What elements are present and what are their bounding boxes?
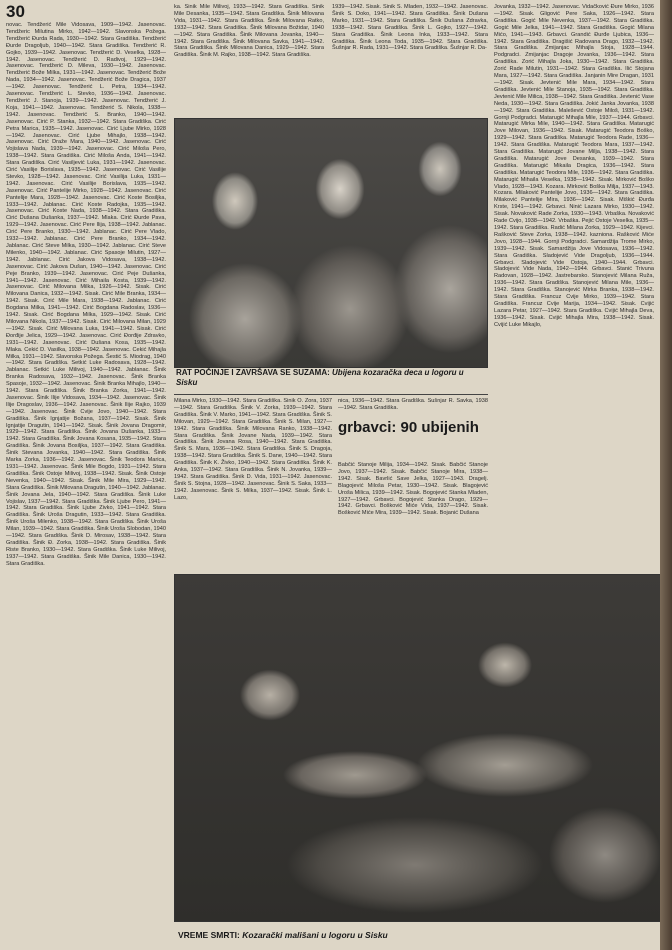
column-left-text: novac. Tendžerić Mile Vidosava, 1909—1942. Jasenovac. Tendžeric Milutina Mirko, 1942—1942. Slavonska Požega. Tendžerić Đurda Rada, 1930—1942. Stara Gradiška. Tendžerić Đurde Dragoljub, 1940—1942. Stara Gradiška. Tendžerić R. Gojko, 1939—1942. Jasenovac. Tendžerić D. Veselka, 1928—1942. Jasenovac. Tendžerić D. Radivoj, 1929—1942. Jasenovac. Tendžerić D. Mileva, 1930—1942. Jasenovac. Tendžerić Bože Milka, 1931—1942. Jasenovac. Tendžerić Bože Nada, 1934—1942. Jasenovac. Tendžerić Bože Dragica, 1937—1942. Jasenovac. Tendžerić L. Petra, 1934—1942. Jasenovac. Tendžerić L. Stevko, 1936—1942. Jasenovac. Tendžerić J. Stanoja, 1939—1942. Jasenovac. Tendžerić J. Koja, 1941—1942. Jasenovac. Tendžerić S. Nikola, 1938—1942. Jasenovac. Tendžerić S. Branko, 1940—1942. Jasenovac. Cirić P. Stanka, 1932—1942. Stara Gradiška. Cirić Petra Marica, 1935—1942. Jasenovac. Cirić Ljube Mirko, 1928—1942. Jasenovac. Cirić Ljube Mihajlo, 1938—1942. Jasenovac. Cirić Draže Mara, 1940—1942. Jasenovac. Cirić Vojislava Nada, 1939—1942. Jasenovac. Cirić Miloša Pero, 1938—1942. Stara Gradiška. Cirić Miloša Anda, 1941—1942. Stara Gradiška. Cirić Vasiljević Luka, 1931—1942. Jasenovac. Cirić Vasilije Borislava, 1935—1942. Jasenovac. Cirić Vasilije Stevko, 1928—1942. Jasenovac. Cirić Vasilija Luka, 1931—1942. Jasenovac. Cirić Vasilije Borislava, 1935—1942. Jasenovac. Cirić Pantelije Mirko, 1928—1942. Jasenovac. Cirić Pantelije Mara, 1928—1942. Jasenovac. Cirić Koste Bosiljka, 1933—1942. Jablanac. Cirić Koste Radojka, 1935—1942. Jasenovac. Cirić Koste Nada, 1938—1942. Stara Gradiška. Cirić Dušana Dušanka, 1937—1942. Mlaka. Cirić Đurde Pava, 1929—1942. Jasenovac. Cirić Pere Ilija, 1938—1942. Jablanac. Cirić Pere Branko, 1930—1942. Jablanac. Cirić Pere Vlado, 1932—1942. Jablanac. Cirić Pere Branko, 1934—1942. Jablanac. Cirić Steve Milka, 1930—1942. Jablanac. Cirić Steve Milenko, 1940—1942. Jablanac. Cirić Spasoje Milutin, 1927—1942. Jablanac. Cirić Jakova Vidosava, 1938—1942. Jasenovac. Cirić Jakova Dušan, 1940—1942. Jasenovac. Cirić Peje Branko, 1939—1942. Jasenovac. Cirić Peje Dušanka, 1941—1942. Jasenovac. Cirić Mihaila Kosta, 1939—1942. Jasenovac. Cirić Milovana Milka, 1926—1942. Sisak. Cirić Milovana Danica, 1932—1942. Sisak. Cirić Mile Branka, 1934—1942. Sisak. Cirić Mile Mara, 1938—1942. Jablanac. Cirić Bogdana Milka, 1941—1942. Cirić Bogdana Radoslav, 1936—1942. Sisak. Cirić Bogdana Milka, 1929—1942. Sisak. Cirić Milovana Nikola, 1937—1942. Sisak. Cirić Milovana Milan, 1929—1942. Sisak. Cirić Milovana Luka, 1941—1942. Sisak. Cirić Đorđije Jelica, 1929—1942. Jasenovac. Cirić Đorđije Zdravko, 1931—1942. Jasenovac. Cirić Dušana Kosa, 1935—1942. Mlaka. Cekić D. Vasilka, 1938—1942. Jasenovac. Cekić Mihajla Milka, 1931—1942. Slavonska Požega. Šestić S. Miodrag, 1940—1942. Stara Gradiška. Setkić Luke Radosava, 1928—1942. Jablanac. Setkić Luke Milivoj, 1940—1942. Jablanac. Šinik Branka Radosava, 1932—1942. Jasenovac. Šinik Branka Spasoje, 1932—1942. Jasenovac. Šinik Branka Mihajlo, 1940—1942. Stara Gradiška. Šinik Branka Zorka, 1941—1942. Jasenovac. Šinik Ilije Vidosava, 1934—1942. Jasenovac. Šinik Ilije Dragoslav, 1936—1942. Jasenovac. Šinik Ilije Rajko, 1939—1942. Jasenovac. Šinik Cvije Jovo, 1940—1942. Stara Gradiška. Šinik Ignjatije Božana, 1937—1942. Sisak. Šinik Ignjatije Dragutin, 1941—1942. Sisak. Šinik Jovana Dragomir, 1929—1942. Stara Gradiška. Šinik Jovana Dušanka, 1933—1942. Stara Gradiška. Šinik Jovana Kosana, 1935—1942. Stara Gradiška. Šinik Jovana Bosiljka, 1937—1942. Stara Gradiška. Šinik Stevana Jovanka, 1940—1942. Stara Gradiška. Šinik Marka Zorka, 1936—1942. Jasenovac. Šinik Teodora Marica, 1931—1942. Jasenovac. Šinik Mile Bogdo, 1931—1942. Stara Gradiška. Šinik Ostoje Milivoj, 1938—1942. Sisak. Šinik Ostoje Nevenka, 1940—1942. Sisak. Šinik Mile Mira, 1929—1942. Stara Gradiška. Šinik Milovana Dragutin, 1940—1942. Jablanac. Šinik Jovana Jela, 1940—1942. Stara Gradiška. Šinik Luke Vojislav, 1937—1942. Stara Gradiška. Šinik Ljube Pero, 1941—1942. Stara Gradiška. Šinik Ljube Zivko, 1941—1942. Stara Gradiška. Šinik Uroša Dragutin, 1933—1942. Stara Gradiška. Šinik Uroša Milenko, 1938—1942. Stara Gradiška. Šinik Uroša Milan, 1939—1942. Stara Gradiška. Šinik Uroša Slobodan, 1940—1942. Stara Gradiška. Šinik D. Mirosav, 1938—1942. Stara Gradiška. Šinik Đ. Zorka, 1938—1942. Stara Gradiška. Šinik Riste Branko, 1930—1942. Stara Gradiška. Šinik Luke Milivoj, 1937—1942. Stara Gradiška. Šinik Mile Danica, 1930—1942. Stara Gradiška. xyxy=(6,22,166,567)
caption-top-text: Ubijena kozaračka deca u logoru u Sisku xyxy=(176,368,464,387)
caption-top xyxy=(176,368,486,388)
page-number: 30 xyxy=(6,2,25,21)
column-mid-c-text: Babčić Stanoje Milija, 1934—1942. Sisak. Babčić Stanoje Jovo, 1937—1942. Sisak. Babčić Stanoje Mira, 1938—1942. Sisak. Bavrlić Save Jelka, 1927—1943. Dragelj. Blagojević Miloša Petar, 1930—1942. Sisak. Blagojević Uroša Milica, 1939—1942. Sisak. Bogojević Stanka Mladen, 1927—1942. Grbavci. Bogojević Stanka Drago, 1929—1942. Grbavci. Bošković Miće Vida, 1937—1942. Sisak. Bošković Miće Mira, 1939—1942. Sisak. Bojanić Dušana xyxy=(338,462,488,517)
caption-top-lead: RAT POČINJE I ZAVRŠAVA SE SUZAMA: xyxy=(176,368,330,377)
column-mid-top-a-text: ka. Šinik Mile Milivoj, 1933—1942. Stara Gradiška. Šinik Mile Desanka, 1935—1942. Stara Gradiška. Šinik Milovana Vida, 1931—1942. Stara Gradiška. Šinik Milovana Ratko, 1932—1942. Stara Gradiška. Šinik Milovana Božidar, 1940—1942. Stara Gradiška. Šinik Milovana Jovanka, 1940—1942. Stara Gradiška. Šinik Milovana Savka, 1941—1942. Stara Gradiška. Šinik Milovana Danica, 1929—1942. Stara Gradiška. Šinik M. Rajko, 1938—1942. Stara Gradiška. xyxy=(174,4,324,59)
column-mid-b xyxy=(338,398,488,412)
column-right-text: Jovanka, 1932—1942. Jasenovac. Vidačković Đure Mirko, 1936—1942. Sisak. Gligović Pere Saka, 1926—1942. Stara Gradiška. Gogić Mile Nevenka, 1937—1942. Stara Gradiška. Gogić Mile Jelka, 1941—1942. Stara Gradiška. Gogić Milana Mićo, 1941—1943. Grbavci. Grandić Đurđe Ljubica, 1936—1942. Stara Gradiška. Dragišić Radovana Drago, 1932—1942. Stara Gradiška. Zmijanjac Mihajla Stoja, 1928—1944. Podgradci. Zmijanjac Dragoje Jovanka, 1936—1942. Stara Gradiška. Zorić Mihajla Joka, 1930—1942. Stara Gradiška. Zorić Rade Milutin, 1931—1942. Stara Gradiška. Ilić Stojana Mara, 1927—1942. Stara Gradiška. Janjanin Mire Dragan, 1931—1942. Sisak. Jevtenić Mile Mara, 1934—1942. Stara Gradiška. Jevtenić Mile Stanoja, 1935—1942. Stara Gradiška. Jevtenić Mile Milica, 1938—1942. Stara Gradiška. Jevtenić Vase Neda, 1930—1942. Stara Gradiška. Jokić Janka Jovanka, 1938—1942. Stara Gradiška. Malešević Ostoje Miloš, 1931—1942. Gornji Podgradci. Matarugić Mihajla Mile, 1937—1944. Grbavci. Matarugić Mirka Mile, 1940—1942. Stara Gradiška. Matarugić Jove Milovan, 1936—1942. Sisak. Matarugić Teodora Boško, 1929—1942. Stara Gradiška. Matarugić Teodora Rade, 1936—1942. Stara Gradiška. Matarugić Teodora Mara, 1937—1942. Stara Gradiška. Matarugić Jovane Milja, 1938—1942. Stara Gradiška. Matarugić Jove Desanka, 1939—1942. Stara Gradiška. Matarugić Mikaila Dragica, 1936—1942. Stara Gradiška. Matarugić Teodora Mile, 1936—1942. Stara Gradiška. Matarugić Mihaila Veselka, 1938—1942. Sisak. Mirković Boško Vlado, 1928—1943. Kozara. Mirković Boška Milja, 1937—1943. Kozara. Milaković Pantelije Jovo, 1936—1942. Stara Gradiška. Milaković Pantelije Mira, 1936—1942. Sisak. Miškić Đurđa Krste, 1941—1942. Grbavci. Ninić Lazara Mirko, 1930—1942. Sisak. Novaković Rade Zorka, 1930—1943. Vrbaška. Novaković Rade Cvijo, 1938—1942. Vrbaška. Pejić Ostoje Veselka, 1935—1942. Stara Gradiška. Radić Milana Zorka, 1929—1942. Kijevci. Rašković Steve Zorka, 1938—1942. kaznionа. Rašković Miće Jovo, 1928—1944. Gornji Podgradci. Samardžija Trome Mirko, 1939—1942. Sisak. Samardžija Jove Vidosava, 1936—1942. Stara Gradiška. Sladojević Vide Dragoljub, 1936—1944. Grbavci. Sladojević Vide Ostoja, 1940—1944. Grbavci. Sladojević Vide Nada, 1942—1944. Grbavci. Stanić Trivuna Radovan, 1928—1942. Jastrebarsko. Stanojević Milana Ruža, 1936—1942. Stara Gradiška. Stanojević Milana Mile, 1936—1942. Stara Gradiška. Stanojević Mirka Branka, 1938—1942. Stara Gradiška. Francuz Cvije Mirko, 1939—1942. Stara Gradiška. Francuz Cvije Marija, 1934—1942. Sisak. Cvijić Lazara Petar, 1927—1942. Stara Gradiška. Cvijić Mihajla Deva, 1936—1942. Sisak. Cvijić Mihajla Mira, 1938—1942. Sisak. Cvijić Luke Mikajlo, xyxy=(494,4,654,328)
column-left xyxy=(6,22,166,946)
column-mid-a-text: Milana Mirko, 1930—1942. Stara Gradiška. Šinik O. Zora, 1937—1942. Stara Gradiška. Šinik V. Zorka, 1939—1942. Stara Gradiška. Šinik V. Marko, 1941—1942. Stara Gradiška. Šinik S. Milovan, 1929—1942. Stara Gradiška. Šinik S. Milan, 1927—1942. Stara Gradiška. Šinik Milovana Ranko, 1938—1942. Stara Gradiška. Šinik Jovane Nada, 1939—1942. Stara Gradiška. Šinik Jovana Rosa, 1940—1942. Stara Gradiška. Šinik S. Mara, 1936—1942. Stara Gradiška. Šinik S. Dragoja, 1938—1942. Stara Gradiška. Šinik S. Dane, 1940—1942. Stara Gradiška. Šinik K. Živko, 1940—1942. Stara Gradiška. Šinik K. Anka, 1937—1942. Stara Gradiška. Šinik N. Jovanka, 1939—1942. Stara Gradiška. Šinik D. Vida, 1931—1942. Jasenovac. Šinik S. Stojna, 1928—1942. Jasenovac. Šinik S. Saka, 1933—1942. Jasenovac. Šinik S. Milka, 1937—1942. Sisak. Šinik L. Lazo, xyxy=(174,398,332,501)
divider-mid xyxy=(174,394,488,395)
photo-children-camp xyxy=(174,574,660,922)
column-mid-a xyxy=(174,398,332,568)
column-mid-b-text: nica, 1936—1942. Stara Gradiška. Šušnjar R. Savka, 1938—1942. Stara Gradiška. xyxy=(338,398,488,411)
column-right xyxy=(494,4,654,570)
column-mid-top-b xyxy=(332,4,488,114)
caption-bottom-lead: VREME SMRTI: xyxy=(178,930,240,940)
column-mid-c xyxy=(338,462,488,568)
caption-bottom xyxy=(178,930,658,940)
column-mid-top-a xyxy=(174,4,324,114)
photo-children-sisak xyxy=(174,118,488,368)
column-mid-top-b-text: 1939—1942. Sisak. Šinik S. Mladen, 1932—1942. Jasenovac. Šinik S. Doko, 1941—1942. Stara Gradiška. Šinik Dušana Marko, 1931—1942. Stara Gradiška. Šinik Dušana Zdravka, 1938—1942. Stara Gradiška. Šinik L. Gojko, 1927—1942. Stara Gradiška. Šinik Leona Inka, 1933—1942. Stara Gradiška. Šinik Leona Toda, 1935—1942. Stara Gradiška. Šušnjar R. Rada, 1931—1942. Stara Gradiška. Šušnjar R. Da- xyxy=(332,4,488,52)
caption-bottom-text: Kozarački mališani u logoru u Sisku xyxy=(242,930,388,940)
page-edge xyxy=(660,0,672,950)
headline-grbavci: grbavci: 90 ubijenih xyxy=(338,419,479,436)
